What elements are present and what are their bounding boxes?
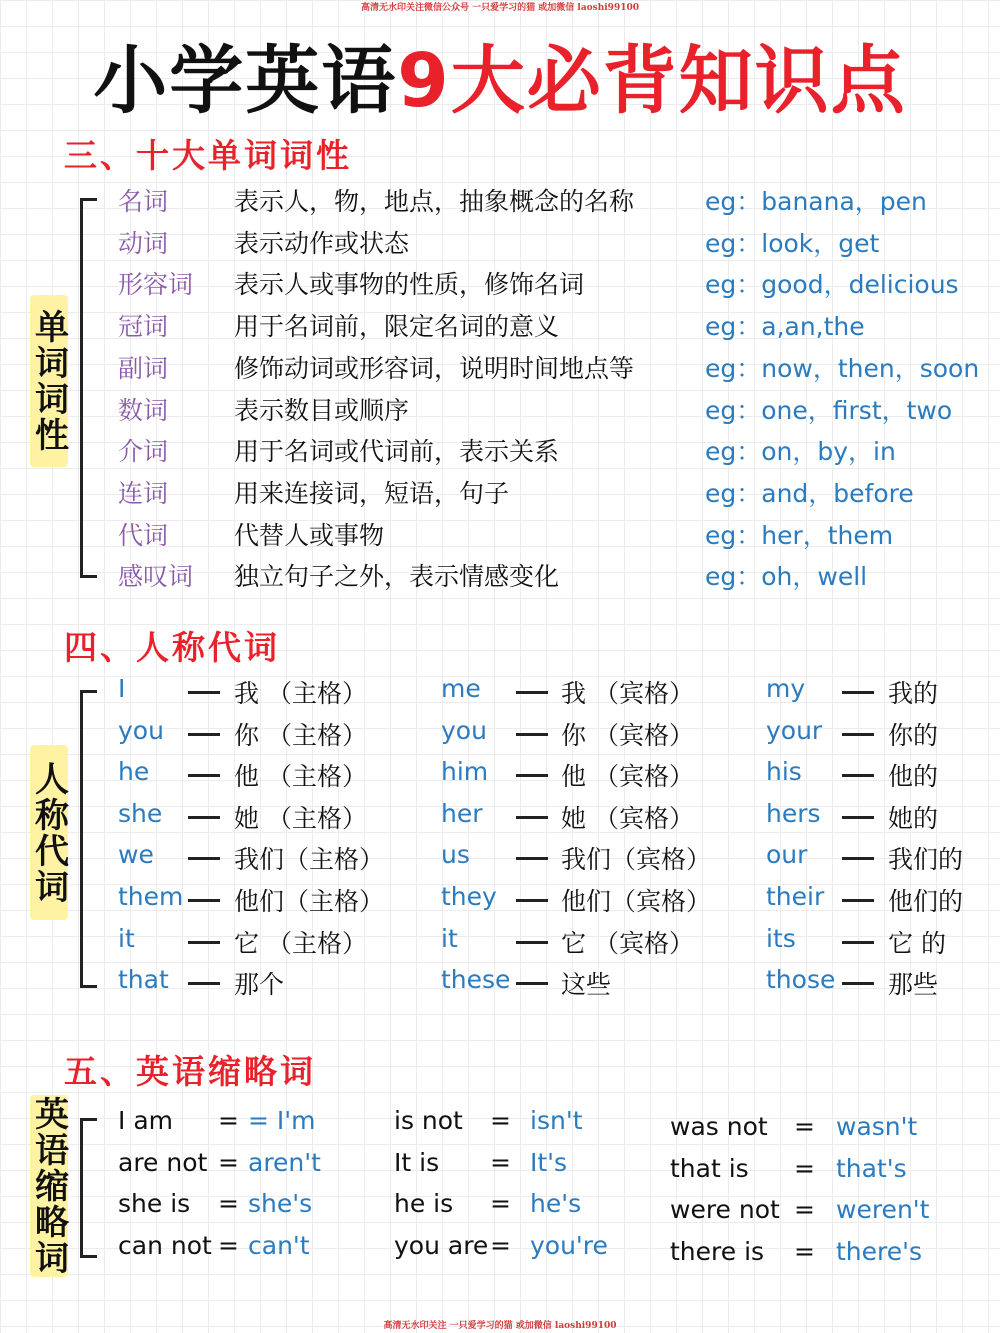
pronoun-subj: we: [118, 840, 154, 870]
part-of-speech-name: 感叹词: [118, 562, 194, 592]
section5-sidebar-label: 英语缩略词: [28, 1096, 69, 1276]
part-of-speech-name: 连词: [118, 478, 169, 508]
contraction-full-form: you are: [394, 1231, 489, 1261]
pronoun-subj-meaning: 我们（主格）: [234, 845, 385, 875]
section4-heading: 四、人称代词: [64, 628, 280, 667]
pronoun-subj: it: [118, 923, 135, 953]
dash-separator: [842, 941, 874, 944]
dash-separator: [516, 941, 548, 944]
contraction-short-form: wasn't: [836, 1112, 918, 1141]
contraction-short-form: weren't: [836, 1195, 930, 1225]
pronoun-poss: its: [766, 923, 796, 953]
contraction-full-form: he is: [394, 1189, 454, 1219]
contraction-full-form: that is: [670, 1153, 749, 1183]
part-of-speech-name: 介词: [118, 437, 169, 467]
contraction-full-form: are not: [118, 1147, 208, 1177]
equals-sign: =: [218, 1189, 239, 1219]
contraction-short-form: there's: [836, 1237, 923, 1267]
pronoun-poss-meaning: 她的: [888, 803, 939, 833]
pronoun-subj: I: [118, 674, 126, 703]
part-of-speech-example: eg：on，by，in: [705, 437, 896, 467]
contraction-full-form: I am: [118, 1106, 173, 1135]
dash-separator: [842, 774, 874, 777]
pronoun-poss-meaning: 它 的: [888, 928, 946, 958]
dash-separator: [842, 733, 874, 736]
contraction-full-form: was not: [670, 1112, 768, 1141]
pronoun-obj: her: [441, 798, 483, 828]
dash-separator: [516, 982, 548, 985]
dash-separator: [516, 733, 548, 736]
top-watermark: 高清无水印关注微信公众号 一只爱学习的猫 或加微信 laoshi99100: [361, 3, 639, 13]
part-of-speech-example: eg：one，first，two: [705, 395, 953, 425]
equals-sign: =: [490, 1106, 511, 1135]
dash-separator: [188, 691, 220, 694]
dash-separator: [842, 982, 874, 985]
part-of-speech-name: 名词: [118, 187, 169, 216]
dash-separator: [188, 899, 220, 902]
pronoun-obj: these: [441, 965, 511, 995]
pronoun-poss-meaning: 那些: [888, 970, 939, 1000]
dash-separator: [188, 982, 220, 985]
dash-separator: [516, 774, 548, 777]
pronoun-poss: my: [766, 674, 806, 703]
contraction-short-form: = I'm: [248, 1106, 316, 1135]
part-of-speech-name: 数词: [118, 395, 169, 425]
dash-separator: [188, 733, 220, 736]
dash-separator: [842, 816, 874, 819]
dash-separator: [188, 857, 220, 860]
pronoun-obj: they: [441, 882, 497, 911]
contraction-short-form: he's: [530, 1189, 582, 1219]
pronoun-poss: his: [766, 757, 802, 787]
part-of-speech-definition: 独立句子之外，表示情感变化: [234, 562, 560, 592]
pronoun-obj-meaning: 我们（宾格）: [561, 845, 712, 875]
pronoun-subj-meaning: 我 （主格）: [234, 679, 367, 708]
pronoun-obj-meaning: 我 （宾格）: [561, 679, 694, 708]
contraction-full-form: is not: [394, 1106, 463, 1135]
part-of-speech-definition: 用于名词前，限定名词的意义: [234, 312, 560, 342]
contraction-full-form: were not: [670, 1195, 780, 1225]
title-red-part: 9大必背知识点: [397, 38, 907, 124]
dash-separator: [842, 691, 874, 694]
pronoun-subj-meaning: 那个: [234, 970, 285, 1000]
part-of-speech-example: eg：a,an,the: [705, 312, 865, 342]
pronoun-poss: our: [766, 840, 808, 870]
part-of-speech-example: eg：good，delicious: [705, 270, 959, 300]
part-of-speech-example: eg：oh，well: [705, 562, 868, 592]
pronoun-obj-meaning: 这些: [561, 970, 612, 1000]
part-of-speech-name: 冠词: [118, 312, 169, 342]
dash-separator: [188, 941, 220, 944]
page-title: [0, 22, 1000, 128]
pronoun-subj: he: [118, 757, 150, 787]
pronoun-obj: it: [441, 923, 458, 953]
part-of-speech-name: 副词: [118, 353, 169, 383]
dash-separator: [516, 816, 548, 819]
section3-sidebar-label: 单词词性: [30, 295, 68, 467]
part-of-speech-definition: 表示数目或顺序: [234, 395, 410, 425]
equals-sign: =: [218, 1106, 239, 1135]
equals-sign: =: [794, 1237, 815, 1267]
bottom-watermark: 高清无水印关注 一只爱学习的猫 或加微信 laoshi99100: [383, 1321, 617, 1331]
pronoun-obj-meaning: 他 （宾格）: [561, 762, 694, 792]
part-of-speech-example: eg：and，before: [705, 478, 914, 508]
pronoun-obj-meaning: 他们（宾格）: [561, 887, 712, 916]
pronoun-subj: them: [118, 882, 184, 911]
part-of-speech-example: eg：now，then，soon: [705, 353, 980, 383]
contraction-full-form: It is: [394, 1147, 440, 1177]
section3-heading: 三、十大单词词性: [64, 136, 352, 175]
equals-sign: =: [218, 1147, 239, 1177]
section3-bracket: [80, 198, 97, 578]
title-black-part: 小学英语: [93, 38, 398, 124]
pronoun-obj: me: [441, 674, 481, 703]
contraction-full-form: there is: [670, 1237, 765, 1267]
part-of-speech-example: eg：her，them: [705, 520, 894, 550]
pronoun-obj: you: [441, 715, 487, 745]
pronoun-poss: their: [766, 882, 825, 911]
part-of-speech-definition: 修饰动词或形容词，说明时间地点等: [234, 353, 635, 383]
equals-sign: =: [490, 1231, 511, 1261]
contraction-short-form: that's: [836, 1153, 907, 1183]
part-of-speech-definition: 用于名词或代词前，表示关系: [234, 437, 560, 467]
equals-sign: =: [794, 1195, 815, 1225]
pronoun-poss-meaning: 我们的: [888, 845, 964, 875]
pronoun-obj: us: [441, 840, 470, 870]
section4-sidebar-label: 人称代词: [30, 745, 68, 920]
pronoun-subj: that: [118, 965, 169, 995]
dash-separator: [842, 857, 874, 860]
part-of-speech-example: eg：banana，pen: [705, 187, 927, 216]
part-of-speech-name: 动词: [118, 228, 169, 258]
equals-sign: =: [794, 1112, 815, 1141]
contraction-full-form: she is: [118, 1189, 191, 1219]
pronoun-poss: those: [766, 965, 836, 995]
dash-separator: [842, 899, 874, 902]
contraction-short-form: she's: [248, 1189, 313, 1219]
pronoun-obj-meaning: 它 （宾格）: [561, 928, 694, 958]
dash-separator: [516, 691, 548, 694]
contraction-short-form: can't: [248, 1231, 310, 1261]
part-of-speech-definition: 表示人或事物的性质，修饰名词: [234, 270, 585, 300]
pronoun-obj-meaning: 她 （宾格）: [561, 803, 694, 833]
pronoun-poss-meaning: 我的: [888, 679, 939, 708]
contraction-short-form: isn't: [530, 1106, 583, 1135]
pronoun-poss: your: [766, 715, 823, 745]
section4-bracket: [80, 690, 97, 988]
part-of-speech-name: 形容词: [118, 270, 194, 300]
pronoun-subj-meaning: 它 （主格）: [234, 928, 367, 958]
equals-sign: =: [218, 1231, 239, 1261]
part-of-speech-definition: 代替人或事物: [234, 520, 385, 550]
equals-sign: =: [490, 1147, 511, 1177]
contraction-short-form: you're: [530, 1231, 608, 1261]
pronoun-subj: she: [118, 798, 163, 828]
dash-separator: [188, 774, 220, 777]
pronoun-poss: hers: [766, 798, 821, 828]
pronoun-obj-meaning: 你 （宾格）: [561, 720, 694, 750]
contraction-short-form: aren't: [248, 1147, 321, 1177]
part-of-speech-definition: 用来连接词，短语，句子: [234, 478, 510, 508]
pronoun-poss-meaning: 他们的: [888, 887, 964, 916]
dash-separator: [516, 899, 548, 902]
equals-sign: =: [794, 1153, 815, 1183]
pronoun-subj: you: [118, 715, 164, 745]
dash-separator: [188, 816, 220, 819]
pronoun-subj-meaning: 他们（主格）: [234, 887, 385, 916]
part-of-speech-definition: 表示动作或状态: [234, 228, 410, 258]
pronoun-obj: him: [441, 757, 489, 787]
contraction-full-form: can not: [118, 1231, 212, 1261]
part-of-speech-example: eg：look，get: [705, 228, 880, 258]
pronoun-subj-meaning: 你 （主格）: [234, 720, 367, 750]
pronoun-poss-meaning: 你的: [888, 720, 939, 750]
pronoun-subj-meaning: 他 （主格）: [234, 762, 367, 792]
equals-sign: =: [490, 1189, 511, 1219]
dash-separator: [516, 857, 548, 860]
part-of-speech-name: 代词: [118, 520, 169, 550]
contraction-short-form: It's: [530, 1147, 568, 1177]
section5-heading: 五、英语缩略词: [64, 1052, 316, 1091]
part-of-speech-definition: 表示人，物，地点，抽象概念的名称: [234, 187, 635, 216]
pronoun-poss-meaning: 他的: [888, 762, 939, 792]
pronoun-subj-meaning: 她 （主格）: [234, 803, 367, 833]
section5-bracket: [80, 1118, 97, 1258]
